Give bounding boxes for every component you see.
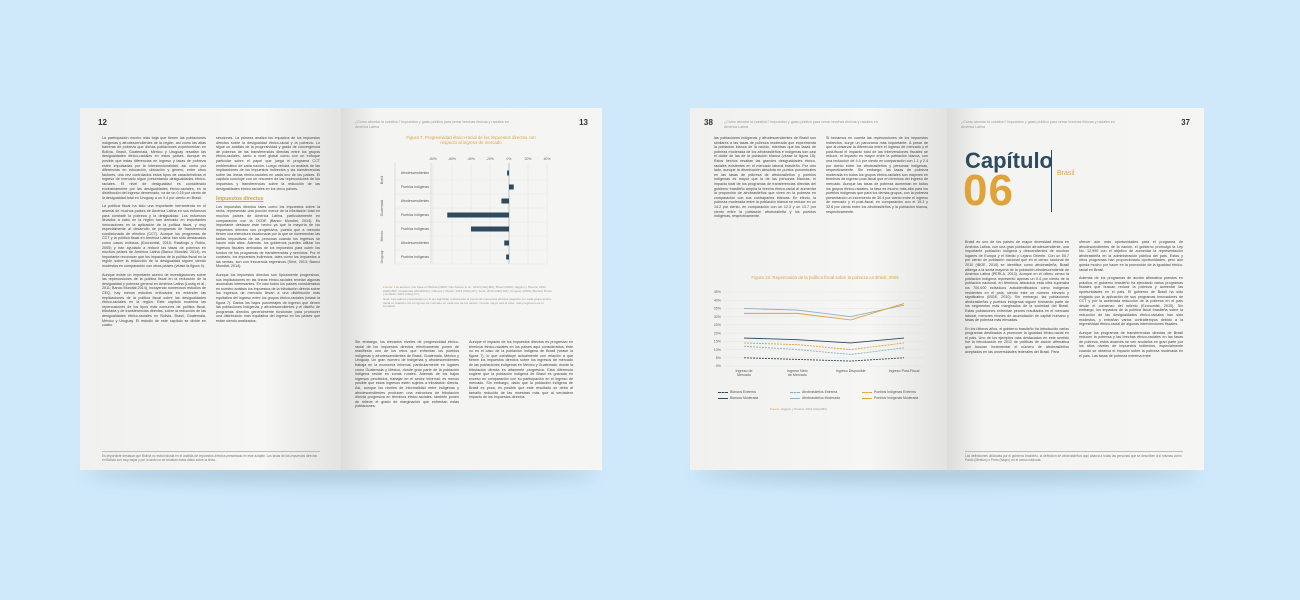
- page-number: 37: [1181, 118, 1190, 127]
- legend-swatch: [718, 398, 728, 399]
- chapter-divider: [1051, 150, 1052, 212]
- y-tick-label: 40%: [713, 298, 721, 303]
- row-label: Afrodescendientes: [400, 241, 429, 246]
- running-head: ¿Cómo abordar la cuestión? Impuestos y gasto público para cerrar brechas étnicas y raciales en América Latina: [724, 120, 878, 129]
- legend-item: [718, 396, 758, 400]
- series-line: [744, 304, 904, 320]
- paragraph: ofrecer aún más oportunidades para el programa de afrodescendientes de la nación, el gobierno promulgó la Ley No. 12,990 con el objetivo de aumentar la representación afrobrasileña en la administración pública del país. Estos y otros programas han proporcionado oportunidades, pero aún queda mucho por hacer en la promoción de la igualdad étnico-racial en Brasil.: [1079, 240, 1183, 272]
- y-tick-label: 15%: [713, 339, 721, 344]
- bar: [509, 185, 514, 190]
- series-line: [744, 338, 904, 343]
- book-spread-1: [80, 108, 602, 470]
- legend-label: Blancos Moderada: [730, 396, 759, 400]
- paragraph: Si tomamos en cuenta las repercusiones de los impuestos indirectos, surge un panorama más inquietante. A pesar de que al observar la diferencia entre el ingreso de mercado y el post-fiscal el impacto total de las intervenciones fiscales se reduce, el impacto es mayor entre la población blanca, con una reducción de 4.4 por ciento en comparación con 1.1 y 2.4 por ciento entre los afrobrasileños y personas indígenas, respectivamente. Sin embargo, las tasas de pobreza moderada en todos los grupos étnico-raciales son mayores en términos de ingreso post-fiscal que en términos del ingreso de mercado. Aunque las tasas de pobreza aumentan en todos los grupos étnico-raciales, la tasa es mucho más alta para los pueblos indígenas que para los demás grupos, con la pobreza presentando un incremento de 30.4 por ciento entre el ingreso de mercado y el post-fiscal, en comparación con el 15.3 y 32.6 por ciento entre los afrobrasileños y la población blanca, respectivamente.: [826, 136, 928, 214]
- running-head: ¿Cómo abordar la cuestión? Impuestos y gasto público para cerrar brechas étnicas y raciales en América Latina: [961, 120, 1115, 129]
- source-label: Fuente:: [383, 285, 394, 289]
- row-label: Pueblos indígenas: [401, 213, 429, 218]
- axis-tick-label: 40%: [543, 157, 551, 161]
- chart-legend: [718, 390, 928, 404]
- paragraph: La participación mucho más baja que tienen las poblaciones indígenas y afrodescendientes de la región, así como las altas barreras de pobreza que dichas poblaciones experimentan en Bolivia, Brasil, Guatemala, México y Uruguay resaltan las desigualdades étnico-raciales en estos países. Aunque es posible que estas diferencias en ingreso y tasas de pobreza estén impulsadas por la interseccionalidad, así como por diferencias en educación, ubicación y género, entre otros factores, una vez controlados estos tipos de características el ingreso de mercado sigue presentando desigualdades étnico-raciales. El nivel de desigualdad es considerado exclusivamente por las desigualdades étnico-raciales, en la distribución del ingreso demercado, va de un 0.16 por ciento de la desigualdad total en Uruguay a un 9.4 por ciento en Brasil.: [102, 136, 206, 200]
- group-label: Uruguay: [380, 250, 384, 264]
- bar: [504, 241, 509, 246]
- legend-swatch: [790, 398, 800, 399]
- row-label: Afrodescendientes: [400, 199, 429, 204]
- bar: [471, 227, 509, 232]
- figure-7-bar-chart: [371, 152, 551, 282]
- legend-swatch: [862, 392, 872, 393]
- legend-label: Pueblos Indígenas Extrema: [874, 390, 916, 394]
- series-line: [744, 343, 904, 350]
- y-tick-label: 30%: [713, 314, 721, 319]
- x-tick-label: Ingreso Disponible: [835, 369, 866, 373]
- footnote: Las definiciones utilizadas por el gobierno brasileño, la definición de afrobrasileños aquí abarca a todas las personas que se describen a sí mismas como Pardo (Mestizo) o Preto (Negro) en el censo nacional.: [965, 451, 1183, 462]
- paragraph: Aunque los impuestos directos son típicamente progresivos, sus implicaciones en las líneas étnico-raciales revelan algunas anomalías interesantes. En casi todos los países considerados en nuestro análisis los impuestos de la tributación directa sobre los ingresos de mercado llevan a una distribución más equitativa del ingreso entre los grupos étnico-raciales (véase la figura 7). Dados los bajos porcentajes de ingreso que tienen las poblaciones indígenas y afrodescendientes y el diseño de programas directos generalmente funcionan para promover una distribución más equitativa del ingreso en los países que están siendo analizados.: [216, 273, 320, 323]
- x-tick-label: Ingreso Post-Fiscal: [888, 369, 920, 373]
- paragraph: secciones. La primera analiza los impactos de los impuestos directos sobre la desigualdad étnico-racial y la pobreza. Lo sigue un análisis de la progresividad y grado de convergencia de pobreza de las transferencias directas entre los grupos étnico-raciales, tanto a nivel global como con un enfoque particular sobre el papel que juega el programa CCT emblemático de cada nación. Luego vendrá un análisis de las implicaciones de los impuestos indirectos y las transferencias sobre las líneas étnico-raciales en cada uno de los países. El capítulo concluye con un resumen de las repercusiones de los impuestos y transferencias sobre la reducción de las desigualdades étnico-raciales en los cinco países.: [216, 136, 320, 191]
- text-column: [826, 136, 928, 218]
- chapter-title: Capítulo: [965, 148, 1053, 173]
- source-label: Fuente:: [770, 407, 781, 411]
- legend-label: Blancos Extrema: [730, 390, 756, 394]
- paragraph: Aunque el impacto de los impuestos directos es progresivo en términos étnico-raciales en los países aquí considerados, éste no es el caso de la población indígena de Brasil (véase la figura 7), lo que constituye actualmente con relación a que tienen los impuestos directos sobre los ingresos de mercado de las poblaciones indígenas en México y Guatemala, donde la tributación directa es altamente progresiva. Esta diferencia sugiere que la población indígena de Brasil es gravada en exceso en comparación con su participación en el ingreso de mercado. Sin embargo, dado que la población indígena de Brasil es poca, es posible que este resultado se deba al tamaño reducido de las muestras más que al verdadero impacto de los impuestos directos.: [469, 340, 573, 400]
- series-line: [744, 346, 904, 354]
- bar: [507, 171, 509, 176]
- figure-title: Figura 7. Progresividad étnico-racial de los impuestos directos con respecto al ingreso de mercado: [406, 135, 536, 145]
- axis-tick-label: 0%: [506, 157, 512, 161]
- y-tick-label: 20%: [713, 331, 721, 336]
- figure-source: [770, 408, 890, 412]
- row-label: Pueblos indígenas: [401, 227, 429, 232]
- y-tick-label: 0%: [715, 364, 721, 369]
- page-12[interactable]: [80, 108, 341, 470]
- paragraph: Aunque los programas de transferencias directas de Brasil reducen la pobreza y las brechas étnico-raciales en las tasas de pobreza, estos avances se ven anulados en gran parte por los altos niveles de impuestos indirectos, especialmente cuando se observa el impacto sobre la pobreza moderada en el país. Las tasas de pobreza extrema entre: [1079, 330, 1183, 358]
- x-tick-label: Ingreso de Mercado: [735, 369, 753, 378]
- figure-source: [383, 286, 553, 297]
- legend-item: [790, 396, 840, 400]
- text-column: [355, 340, 459, 413]
- bar: [501, 199, 509, 204]
- running-head: ¿Cómo abordar la cuestión? Impuestos y gasto público para cerrar brechas étnicas y raciales en América Latina: [355, 120, 509, 129]
- legend-item: [862, 396, 918, 400]
- text-column: [469, 340, 573, 404]
- chapter-number: 06: [963, 166, 1014, 215]
- legend-label: Afrobrasileños Extrema: [802, 390, 838, 394]
- page-37[interactable]: [947, 108, 1204, 470]
- page-number: 12: [98, 118, 107, 127]
- chapter-name: Brasil: [1057, 170, 1075, 177]
- text-column: [714, 136, 816, 223]
- legend-label: Afrobrasileños Moderada: [802, 396, 840, 400]
- paragraph: Además de los programas de acción afirmativa puestos en práctica, el gobierno brasileño ha ejecutado varios programas fiscales que buscan reducir la pobreza y aumentar las oportunidades en el país. El gobierno de Brasil ha sido elogiado por la aplicación de sus programas innovadores de CCT y por la acelerada reducción de la pobreza en el país desde el comienzo del milenio (Economist, 2015). Sin embargo, los impactos de la política fiscal brasileña sobre la reducción de las desigualdades étnico-raciales han sido modestos, y entrañan varios contratiempos debido a la regresividad étnico-racial de algunas intervenciones fiscales.: [1079, 276, 1183, 327]
- row-label: Afrodescendientes: [400, 171, 429, 176]
- y-tick-label: 45%: [713, 290, 721, 295]
- book-spread-2: [690, 108, 1204, 470]
- text-column: [965, 240, 1069, 358]
- section-heading: Impuestos directos: [216, 196, 264, 203]
- paragraph: Brasil es uno de los países de mayor diversidad étnica en América Latina, con una gran población afrodescendiente, una importante población indígena y descendientes de muchos lugares de Europa y el Medio y Lejano Oriente. Con un 50.7 por ciento de población nacional que en el censo nacional de 2010 (IBGE, 2010) se identifica como afrobrasileña, Brasil alberga a la sexta mayoría de la población afrodescendiente de América Latina (PERLA, 2013). Aunque en el último censo la población indígena representó apenas un 0.4 por ciento de la población nacional, en términos absolutos esta cifra superaba los 700,000 individuos autoidentificados como indígenas residentes en el país, siendo éste un número elevado y significativo (IBGE, 2010). Sin embargo, las poblaciones afrobrasileñas y pueblos indígenas siguen formando parte de los segmentos más marginados de la sociedad del Brasil. Estas poblaciones enfrentan peores resultados en el mercado laboral, menores niveles de acumulación de capital humano y tasas de pobreza más elevadas.: [965, 240, 1069, 323]
- legend-item: [718, 390, 756, 394]
- legend-label: Pueblos Indígenas Moderada: [874, 396, 919, 400]
- row-label: Pueblos indígenas: [401, 185, 429, 190]
- x-tick-label: Ingreso Neto de Mercado: [787, 369, 808, 378]
- figure-note: Nota: Las valores presentados en el eje significan representan el monto de impuestos directos pagados por cada grupo étnico-racial en relación con el ingreso de mercado en cada uno de los países. Cuanto mayor sea el valor, más progresivo es el impuesto.: [383, 297, 552, 309]
- paragraph: La política fiscal ha sido una importante herramienta en el arsenal de muchos países de América Latina en sus esfuerzos para combatir la pobreza y la desigualdad. Los esfuerzos llevados a cabo en la región han derivado en importantes innovaciones en la aplicación de la política fiscal, y muy especialmente al desarrollo de programas de transferencia condicionada de efectivo (CCT). Aunque los programas de CCT y la política fiscal en América Latina han sido destacados como casos exitosos (Economist, 2015; Rawlings y Rubio, 2005) y han ayudado a reducir las tasas de pobreza en muchos países de América Latina (Banco Mundial, 2014), es importante reconocer que los impactos de la política fiscal en la región sobre la reducción de la desigualdad siguen siendo modestos en comparación con otras países (véase la figura 4).: [102, 204, 206, 269]
- source-text: Los autores, con base en Bolivia (2009); Paz Arauco et al., 2013 (CEQ-BO); Brasil (2009); Higgins y Pereira, 2013 (CEQ-BR); Guatemala (2010/2011); Cabrera y Moran, 2015 (CEQ-GT); Scott, 2013 (CEQ-MX); Uruguay (2009); Bucheli, Rossi y Amábile, 2013 (CEQ-UY).: [383, 285, 552, 297]
- paragraph: En los últimos años, el gobierno brasileño ha introducido varios programas destinados a promover la igualdad étnico-racial en el país. Uno de los ejemplos más destacados en este sentido fue la introducción en 2012 de políticas de acción afirmativa que buscan incrementar el número de afrobrasileños aceptados en las universidades federales del Brasil. Para: [965, 326, 1069, 354]
- legend-swatch: [790, 392, 800, 393]
- y-tick-label: 5%: [715, 355, 721, 360]
- y-tick-label: 35%: [713, 306, 721, 311]
- group-label: México: [380, 230, 384, 242]
- paragraph: Aunque existe un importante acervo de investigaciones sobre las repercusiones de la política fiscal en la reducción de la desigualdad y pobreza general en América Latina (Lustig et al., 2011; Banco Mundial 2014), incluyendo numerosos estudios de CEQ, hay menos estudios enfocados en entender las implicaciones de la política fiscal sobre las desigualdades étnico-raciales en la región. Este capítulo examina las repercusiones de los tipos más comunes de política fiscal, tributaria y de transferencias directas, sobre la reducción de las desigualdades étnico-raciales en Bolivia, Brasil, Guatemala, México y Uruguay. El estudio de este capítulo se divide en cuatro: [102, 272, 206, 328]
- axis-tick-label: -40%: [467, 157, 475, 161]
- axis-tick-label: -80%: [429, 157, 437, 161]
- text-column: [1079, 240, 1183, 362]
- y-tick-label: 10%: [713, 347, 721, 352]
- text-column: [102, 136, 206, 332]
- paragraph: Sin embargo, los elevados niveles de progresividad étnico-racial de los impuestos directos efectivamente ponen de manifiesto uno de los retos que enfrentan los pueblos indígenas y afrodescendientes de Brasil, Guatemala, México y Uruguay. Un gran número de indígenas y afrodescendientes trabaja en la economía informal, particularmente en lugares como Guatemala y México, donde gran parte de la población indígena reside en zonas rurales. Además de los bajos ingresos percibidos, trabajar en el sector informal, es menos posible que estos ingresos estén sujetos a tributación directa. Así, aunque los niveles de informalidad entre indígenas y afrodescendientes producen una estructura de tributación directa progresiva en términos étnico-raciales, también ponen de relieve el grado de marginación que enfrentan estas poblaciones.: [355, 340, 459, 409]
- legend-swatch: [718, 392, 728, 393]
- axis-tick-label: -60%: [448, 157, 456, 161]
- paragraph: Los impuestos directos tales como los impuestos sobre la renta, representan una porción menor de la tributación total en muchos países de América Latina, particularmente en comparación con la OCDE (Banco Mundial, 2014). Es importante destacar este hecho ya que la mayoría de los impuestos directos son progresivos, puesto que a menudo tienen una estructura escalonada por la que se incrementan las tarifas impositivas de las personas cuando los ingresos se hacen más altos. Además, los gobiernos pueden utilizar los ingresos fiscales derivados de los impuestos para cubrir los fondos de los programas de transferencias y servicios. Por el contrario, los impuestos indirectos, tales como los impuestos a las ventas, son con frecuencia regresivos (Sirut, 2013; Banco Mundial, 2014).: [216, 204, 320, 269]
- page-13[interactable]: [341, 108, 602, 470]
- group-label: Guatemala: [380, 199, 384, 217]
- legend-swatch: [862, 398, 872, 399]
- group-label: Brasil: [380, 175, 384, 185]
- source-text: Higgins y Pereira, 2013 (CEQ-BR).: [781, 407, 828, 411]
- figure-title: Figura 18. Repercusión de la política fiscal sobre la pobreza en Brasil, 2009: [751, 275, 899, 280]
- axis-tick-label: 20%: [524, 157, 532, 161]
- page-number: 13: [579, 118, 588, 127]
- page-number: 38: [704, 118, 713, 127]
- footnote: Es importante destacar que Bolivia no está incluida en el análisis de impuestos directos presentado en este acápite. Los tasas de los impuestos directos en Bolivia son muy bajas y por lo tanto no se recaban estos datos sobre la línea.: [102, 451, 320, 462]
- text-column: [216, 136, 320, 328]
- bar: [506, 255, 509, 260]
- legend-item: [790, 390, 837, 394]
- bar: [447, 213, 509, 218]
- axis-tick-label: -20%: [486, 157, 494, 161]
- series-line: [744, 358, 904, 361]
- figure-18-line-chart: [702, 290, 932, 380]
- legend-item: [862, 390, 916, 394]
- row-label: Pueblos indígenas: [401, 255, 429, 260]
- page-38[interactable]: [690, 108, 947, 470]
- y-tick-label: 25%: [713, 323, 721, 328]
- paragraph: las poblaciones indígenas y afrodescendientes de Brasil son similares a las tasas de pobreza moderada que experimenta la población blanca de la nación, mientras que las tasas de pobreza moderada de los afrobrasileños e indígenas son casi el doble de las de la población blanca (véase la figura 18). Estos hechos resaltan las grandes desigualdades étnico-raciales existentes en el mercado laboral brasileño. Por otro lado, aunque la disminución absoluta en puntos porcentuales en las tasas de pobreza de afrobrasileños y pueblos indígenas es mayor que la de las personas blancas, el impacto total de los programas de transferencias directas del gobierno brasileño amplía la brecha étnico-racial al aumentar la proporción de afrobrasileños que viven en la pobreza en comparación con sus contrapartes blancas. En efecto, la pobreza moderada entre la población blanca se reduce en un 14.2 por ciento, en comparación con un 12.3 y un 13.7 por ciento entre la población afrobrasileña y los pueblos indígenas, respectivamente.: [714, 136, 816, 219]
